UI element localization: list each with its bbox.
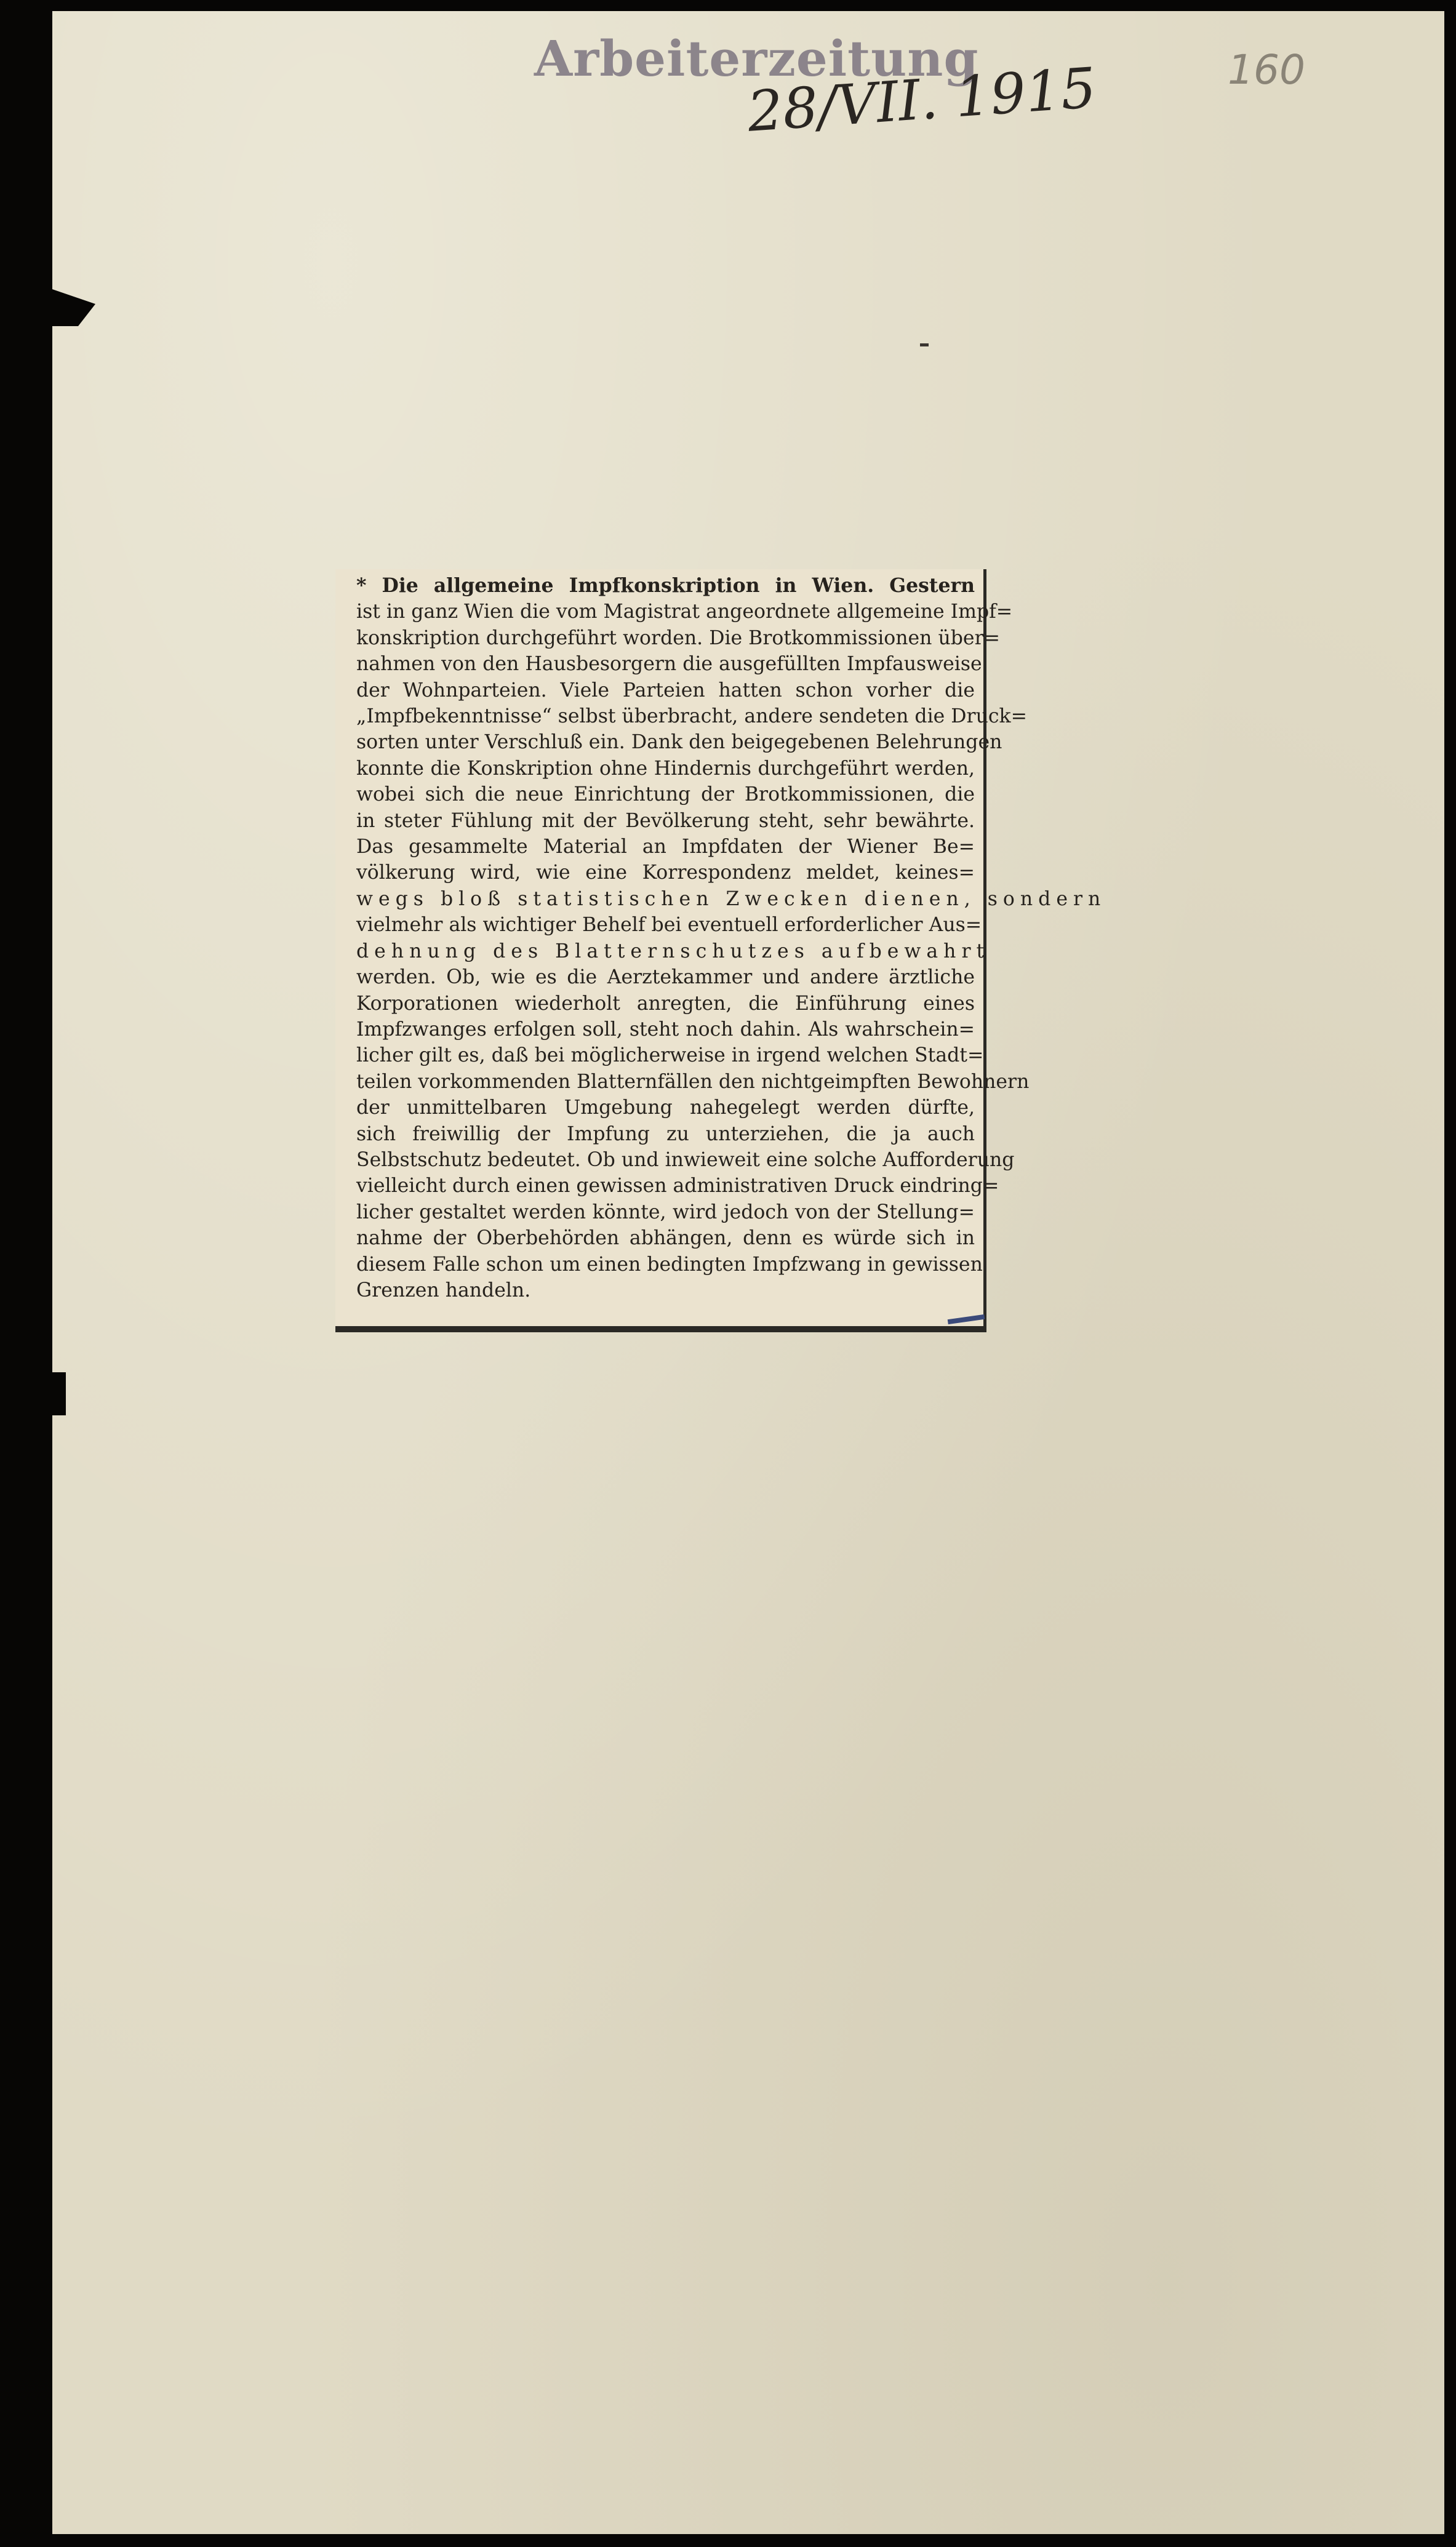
article-line: * Die allgemeine Impfkonskription in Wien. Gestern: [356, 574, 975, 597]
article-line: Impfzwanges erfolgen soll, steht noch dahin. Als wahrschein=: [356, 1018, 975, 1041]
article-line: vielleicht durch einen gewissen administrativen Druck eindring=: [356, 1175, 999, 1198]
article-line: Korporationen wiederholt anregten, die Einführung eines: [356, 992, 975, 1015]
newspaper-clipping: [335, 569, 1106, 1332]
article-line: nahmen von den Hausbesorgern die ausgefüllten Impfausweise: [356, 653, 982, 676]
article-line: „Impfbekenntnisse“ selbst überbracht, andere sendeten die Druck=: [356, 705, 1028, 728]
article-line: sorten unter Verschluß ein. Dank den beigegebenen Belehrungen: [356, 731, 1002, 754]
article-line: völkerung wird, wie eine Korrespondenz meldet, keines=: [356, 862, 975, 884]
torn-edge-lower: [52, 1372, 66, 1415]
article-text: [356, 573, 1106, 1303]
article-line: wegs bloß statistischen Zwecken dienen, sondern: [356, 887, 1106, 910]
article-line: licher gestaltet werden könnte, wird jedoch von der Stellung=: [356, 1201, 975, 1223]
article-line: dehnung des Blatternschutzes aufbewahrt: [356, 940, 990, 962]
article-line: konnte die Konskription ohne Hindernis durchgeführt werden,: [356, 757, 975, 780]
handwritten-date: 28/VII. 1915: [745, 55, 1098, 145]
article-line: licher gilt es, daß bei möglicherweise in irgend welchen Stadt=: [356, 1044, 984, 1067]
article-line: in steter Fühlung mit der Bevölkerung steht, sehr bewährte.: [356, 809, 975, 832]
article-line: ist in ganz Wien die vom Magistrat angeordnete allgemeine Impf=: [356, 601, 1013, 623]
article-line: der unmittelbaren Umgebung nahegelegt werden dürfte,: [356, 1097, 975, 1119]
article-line: sich freiwillig der Impfung zu unterziehen, die ja auch: [356, 1122, 975, 1145]
article-line: vielmehr als wichtiger Behelf bei eventuell erforderlicher Aus=: [356, 914, 982, 937]
handwritten-page-number: 160: [1228, 46, 1305, 94]
article-line: der Wohnparteien. Viele Parteien hatten schon vorher die: [356, 679, 975, 702]
article-line: wobei sich die neue Einrichtung der Brotkommissionen, die: [356, 783, 975, 806]
article-line: teilen vorkommenden Blatternfällen den nichtgeimpften Bewohnern: [356, 1070, 1030, 1093]
newspaper-stamp: Arbeiterzeitung: [534, 30, 979, 87]
article-line: werden. Ob, wie es die Aerztekammer und andere ärztliche: [356, 966, 975, 989]
article-line: Grenzen handeln.: [356, 1279, 531, 1301]
article-line: nahme der Oberbehörden abhängen, denn es würde sich in: [356, 1227, 975, 1250]
article-line: Selbstschutz bedeutet. Ob und inwieweit eine solche Aufforderung: [356, 1148, 1015, 1171]
article-line: Das gesammelte Material an Impfdaten der Wiener Be=: [356, 836, 975, 858]
article-line: diesem Falle schon um einen bedingten Impfzwang in gewissen: [356, 1253, 983, 1276]
article-line: konskription durchgeführt worden. Die Brotkommissionen über=: [356, 626, 1001, 649]
ink-speck: [920, 343, 929, 346]
